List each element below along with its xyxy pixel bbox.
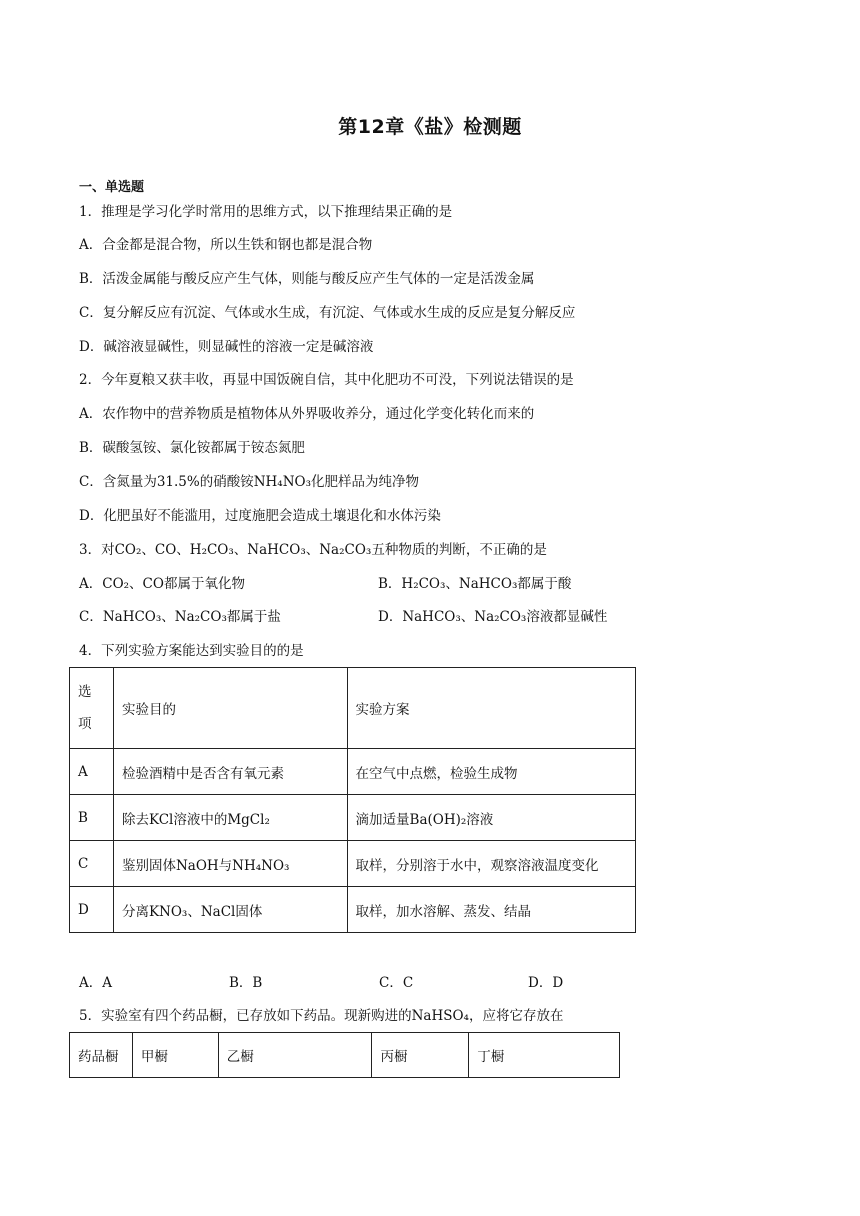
- question-3-option-a: A．CO₂、CO都属于氧化物: [79, 576, 245, 592]
- question-2-option-d: D．化肥虽好不能滥用，过度施肥会造成土壤退化和水体污染: [79, 508, 441, 524]
- cabinet-table: [69, 1032, 620, 1078]
- table-header-cell: 丁橱: [469, 1033, 620, 1078]
- table-cell: C: [70, 841, 114, 887]
- table-header-cell: 甲橱: [132, 1033, 218, 1078]
- experiment-table: [69, 667, 636, 933]
- table-cell: 在空气中点燃，检验生成物: [347, 749, 635, 795]
- table-header-row: [70, 1033, 620, 1078]
- question-2-option-b: B．碳酸氢铵、氯化铵都属于铵态氮肥: [79, 440, 305, 456]
- question-4-stem: 4．下列实验方案能达到实验目的的是: [79, 643, 304, 659]
- table-header-row: [70, 668, 636, 749]
- page-title: 第12章《盐》检测题: [338, 116, 522, 138]
- table-cell: B: [70, 795, 114, 841]
- question-4-option-d: D．D: [528, 975, 564, 991]
- table-cell: A: [70, 749, 114, 795]
- question-1-option-a: A．合金都是混合物，所以生铁和钢也都是混合物: [79, 237, 373, 253]
- table-header-cell: 选项: [70, 668, 114, 749]
- section-heading: 一、单选题: [79, 180, 145, 195]
- table-row: [70, 795, 636, 841]
- question-3-option-c: C．NaHCO₃、Na₂CO₃都属于盐: [79, 609, 281, 625]
- table-header-cell: 丙橱: [372, 1033, 469, 1078]
- question-1-option-d: D．碱溶液显碱性，则显碱性的溶液一定是碱溶液: [79, 339, 374, 355]
- table-row: [70, 749, 636, 795]
- question-2-option-c: C．含氮量为31.5%的硝酸铵NH₄NO₃化肥样品为纯净物: [79, 474, 420, 490]
- question-1-stem: 1．推理是学习化学时常用的思维方式，以下推理结果正确的是: [79, 204, 453, 220]
- table-cell: 检验酒精中是否含有氧元素: [113, 749, 347, 795]
- table-row: [70, 887, 636, 933]
- question-1-option-b: B．活泼金属能与酸反应产生气体，则能与酸反应产生气体的一定是活泼金属: [79, 271, 535, 287]
- question-4-option-b: B．B: [229, 975, 263, 991]
- table-header-cell: 实验目的: [113, 668, 347, 749]
- table-cell: 滴加适量Ba(OH)₂溶液: [347, 795, 635, 841]
- question-1-option-c: C．复分解反应有沉淀、气体或水生成，有沉淀、气体或水生成的反应是复分解反应: [79, 305, 576, 321]
- table-cell: 取样，分别溶于水中，观察溶液温度变化: [347, 841, 635, 887]
- question-3-option-b: B．H₂CO₃、NaHCO₃都属于酸: [378, 576, 572, 592]
- question-3-option-d: D．NaHCO₃、Na₂CO₃溶液都显碱性: [378, 609, 608, 625]
- table-cell: 取样，加水溶解、蒸发、结晶: [347, 887, 635, 933]
- table-header-cell: 药品橱: [70, 1033, 133, 1078]
- table-cell: 鉴别固体NaOH与NH₄NO₃: [113, 841, 347, 887]
- question-5-stem: 5．实验室有四个药品橱，已存放如下药品。现新购进的NaHSO₄，应将它存放在: [79, 1008, 564, 1024]
- question-2-option-a: A．农作物中的营养物质是植物体从外界吸收养分，通过化学变化转化而来的: [79, 406, 535, 422]
- table-cell: D: [70, 887, 114, 933]
- question-4-option-a: A．A: [79, 975, 112, 991]
- table-cell: 分离KNO₃、NaCl固体: [113, 887, 347, 933]
- table-header-cell: 实验方案: [347, 668, 635, 749]
- table-cell: 除去KCl溶液中的MgCl₂: [113, 795, 347, 841]
- table-header-cell: 乙橱: [218, 1033, 372, 1078]
- table-row: [70, 841, 636, 887]
- question-2-stem: 2．今年夏粮又获丰收，再显中国饭碗自信，其中化肥功不可没，下列说法错误的是: [79, 372, 574, 388]
- question-4-option-c: C．C: [379, 975, 414, 991]
- question-3-stem: 3．对CO₂、CO、H₂CO₃、NaHCO₃、Na₂CO₃五种物质的判断，不正确的是: [79, 542, 547, 558]
